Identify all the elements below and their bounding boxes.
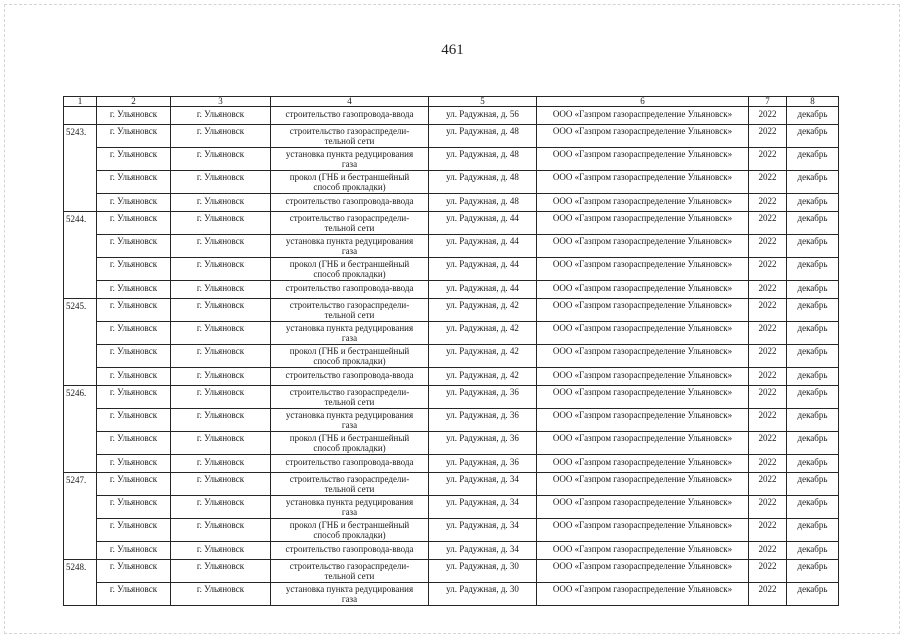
month-cell: декабрь xyxy=(787,473,839,496)
month-cell: декабрь xyxy=(787,194,839,212)
year-cell: 2022 xyxy=(749,107,787,125)
address-cell: ул. Радужная, д. 34 xyxy=(429,542,537,560)
year-cell: 2022 xyxy=(749,125,787,148)
settlement-cell: г. Ульяновск xyxy=(171,281,271,299)
month-cell: декабрь xyxy=(787,496,839,519)
year-cell: 2022 xyxy=(749,583,787,606)
month-cell: декабрь xyxy=(787,299,839,322)
organization-cell: ООО «Газпром газораспределение Ульяновск» xyxy=(537,473,749,496)
organization-cell: ООО «Газпром газораспределение Ульяновск» xyxy=(537,258,749,281)
organization-cell: ООО «Газпром газораспределение Ульяновск» xyxy=(537,542,749,560)
entry-number-cell: 5248. xyxy=(64,560,97,606)
organization-cell: ООО «Газпром газораспределение Ульяновск» xyxy=(537,299,749,322)
table-row xyxy=(64,171,839,194)
month-cell: декабрь xyxy=(787,125,839,148)
year-cell: 2022 xyxy=(749,496,787,519)
year-cell: 2022 xyxy=(749,432,787,455)
work-type-cell: прокол (ГНБ и бестраншейный способ прокладки) xyxy=(271,432,429,455)
table-row xyxy=(64,560,839,583)
year-cell: 2022 xyxy=(749,473,787,496)
year-cell: 2022 xyxy=(749,194,787,212)
locality-cell: г. Ульяновск xyxy=(97,281,171,299)
settlement-cell: г. Ульяновск xyxy=(171,148,271,171)
settlement-cell: г. Ульяновск xyxy=(171,583,271,606)
settlement-cell: г. Ульяновск xyxy=(171,409,271,432)
table-row xyxy=(64,473,839,496)
header-col-7: 7 xyxy=(749,97,787,107)
table-row xyxy=(64,519,839,542)
year-cell: 2022 xyxy=(749,542,787,560)
month-cell: декабрь xyxy=(787,258,839,281)
locality-cell: г. Ульяновск xyxy=(97,125,171,148)
locality-cell: г. Ульяновск xyxy=(97,258,171,281)
table-row xyxy=(64,542,839,560)
year-cell: 2022 xyxy=(749,368,787,386)
locality-cell: г. Ульяновск xyxy=(97,212,171,235)
work-type-cell: прокол (ГНБ и бестраншейный способ прокладки) xyxy=(271,345,429,368)
locality-cell: г. Ульяновск xyxy=(97,583,171,606)
settlement-cell: г. Ульяновск xyxy=(171,235,271,258)
address-cell: ул. Радужная, д. 42 xyxy=(429,345,537,368)
settlement-cell: г. Ульяновск xyxy=(171,432,271,455)
year-cell: 2022 xyxy=(749,171,787,194)
work-type-cell: установка пункта редуцирования газа xyxy=(271,235,429,258)
address-cell: ул. Радужная, д. 56 xyxy=(429,107,537,125)
settlement-cell: г. Ульяновск xyxy=(171,519,271,542)
organization-cell: ООО «Газпром газораспределение Ульяновск» xyxy=(537,409,749,432)
work-type-cell: установка пункта редуцирования газа xyxy=(271,496,429,519)
work-schedule-table xyxy=(63,96,839,606)
month-cell: декабрь xyxy=(787,148,839,171)
locality-cell: г. Ульяновск xyxy=(97,299,171,322)
address-cell: ул. Радужная, д. 36 xyxy=(429,455,537,473)
address-cell: ул. Радужная, д. 34 xyxy=(429,473,537,496)
work-type-cell: строительство газопровода-ввода xyxy=(271,194,429,212)
year-cell: 2022 xyxy=(749,258,787,281)
work-type-cell: строительство газораспредели- тельной сети xyxy=(271,560,429,583)
work-type-cell: прокол (ГНБ и бестраншейный способ прокладки) xyxy=(271,258,429,281)
locality-cell: г. Ульяновск xyxy=(97,107,171,125)
organization-cell: ООО «Газпром газораспределение Ульяновск» xyxy=(537,583,749,606)
address-cell: ул. Радужная, д. 34 xyxy=(429,519,537,542)
settlement-cell: г. Ульяновск xyxy=(171,107,271,125)
locality-cell: г. Ульяновск xyxy=(97,519,171,542)
locality-cell: г. Ульяновск xyxy=(97,542,171,560)
settlement-cell: г. Ульяновск xyxy=(171,212,271,235)
organization-cell: ООО «Газпром газораспределение Ульяновск» xyxy=(537,386,749,409)
table-row xyxy=(64,212,839,235)
year-cell: 2022 xyxy=(749,281,787,299)
month-cell: декабрь xyxy=(787,455,839,473)
organization-cell: ООО «Газпром газораспределение Ульяновск» xyxy=(537,148,749,171)
settlement-cell: г. Ульяновск xyxy=(171,368,271,386)
entry-number-cell: 5247. xyxy=(64,473,97,560)
address-cell: ул. Радужная, д. 48 xyxy=(429,194,537,212)
header-col-5: 5 xyxy=(429,97,537,107)
table-row xyxy=(64,258,839,281)
month-cell: декабрь xyxy=(787,171,839,194)
settlement-cell: г. Ульяновск xyxy=(171,125,271,148)
organization-cell: ООО «Газпром газораспределение Ульяновск» xyxy=(537,171,749,194)
month-cell: декабрь xyxy=(787,542,839,560)
month-cell: декабрь xyxy=(787,409,839,432)
organization-cell: ООО «Газпром газораспределение Ульяновск» xyxy=(537,432,749,455)
table-row xyxy=(64,299,839,322)
organization-cell: ООО «Газпром газораспределение Ульяновск» xyxy=(537,496,749,519)
organization-cell: ООО «Газпром газораспределение Ульяновск» xyxy=(537,368,749,386)
header-row xyxy=(64,97,839,107)
address-cell: ул. Радужная, д. 44 xyxy=(429,281,537,299)
month-cell: декабрь xyxy=(787,322,839,345)
settlement-cell: г. Ульяновск xyxy=(171,455,271,473)
month-cell: декабрь xyxy=(787,107,839,125)
settlement-cell: г. Ульяновск xyxy=(171,299,271,322)
entry-number-cell xyxy=(64,107,97,125)
table-row xyxy=(64,235,839,258)
work-type-cell: строительство газопровода-ввода xyxy=(271,368,429,386)
header-col-2: 2 xyxy=(97,97,171,107)
settlement-cell: г. Ульяновск xyxy=(171,542,271,560)
address-cell: ул. Радужная, д. 36 xyxy=(429,409,537,432)
work-type-cell: строительство газопровода-ввода xyxy=(271,542,429,560)
work-type-cell: прокол (ГНБ и бестраншейный способ прокладки) xyxy=(271,519,429,542)
month-cell: декабрь xyxy=(787,345,839,368)
settlement-cell: г. Ульяновск xyxy=(171,345,271,368)
locality-cell: г. Ульяновск xyxy=(97,473,171,496)
work-type-cell: строительство газораспредели- тельной сети xyxy=(271,125,429,148)
organization-cell: ООО «Газпром газораспределение Ульяновск» xyxy=(537,519,749,542)
organization-cell: ООО «Газпром газораспределение Ульяновск» xyxy=(537,125,749,148)
address-cell: ул. Радужная, д. 30 xyxy=(429,583,537,606)
table-row xyxy=(64,107,839,125)
organization-cell: ООО «Газпром газораспределение Ульяновск» xyxy=(537,194,749,212)
work-type-cell: строительство газопровода-ввода xyxy=(271,281,429,299)
header-col-8: 8 xyxy=(787,97,839,107)
address-cell: ул. Радужная, д. 42 xyxy=(429,322,537,345)
month-cell: декабрь xyxy=(787,235,839,258)
address-cell: ул. Радужная, д. 48 xyxy=(429,171,537,194)
table-row xyxy=(64,345,839,368)
table-body xyxy=(64,107,839,606)
address-cell: ул. Радужная, д. 34 xyxy=(429,496,537,519)
work-type-cell: строительство газораспредели- тельной сети xyxy=(271,212,429,235)
table-row xyxy=(64,194,839,212)
settlement-cell: г. Ульяновск xyxy=(171,322,271,345)
table-row xyxy=(64,409,839,432)
table-row xyxy=(64,496,839,519)
settlement-cell: г. Ульяновск xyxy=(171,194,271,212)
organization-cell: ООО «Газпром газораспределение Ульяновск» xyxy=(537,455,749,473)
locality-cell: г. Ульяновск xyxy=(97,432,171,455)
organization-cell: ООО «Газпром газораспределение Ульяновск» xyxy=(537,107,749,125)
header-col-6: 6 xyxy=(537,97,749,107)
address-cell: ул. Радужная, д. 44 xyxy=(429,235,537,258)
organization-cell: ООО «Газпром газораспределение Ульяновск» xyxy=(537,322,749,345)
table-row xyxy=(64,125,839,148)
table-row xyxy=(64,386,839,409)
work-type-cell: строительство газораспредели- тельной сети xyxy=(271,299,429,322)
locality-cell: г. Ульяновск xyxy=(97,409,171,432)
year-cell: 2022 xyxy=(749,148,787,171)
table-row xyxy=(64,432,839,455)
organization-cell: ООО «Газпром газораспределение Ульяновск» xyxy=(537,212,749,235)
header-col-4: 4 xyxy=(271,97,429,107)
table-row xyxy=(64,322,839,345)
month-cell: декабрь xyxy=(787,212,839,235)
settlement-cell: г. Ульяновск xyxy=(171,258,271,281)
header-col-3: 3 xyxy=(171,97,271,107)
settlement-cell: г. Ульяновск xyxy=(171,560,271,583)
month-cell: декабрь xyxy=(787,560,839,583)
year-cell: 2022 xyxy=(749,519,787,542)
year-cell: 2022 xyxy=(749,322,787,345)
month-cell: декабрь xyxy=(787,519,839,542)
settlement-cell: г. Ульяновск xyxy=(171,496,271,519)
year-cell: 2022 xyxy=(749,386,787,409)
month-cell: декабрь xyxy=(787,368,839,386)
address-cell: ул. Радужная, д. 48 xyxy=(429,148,537,171)
work-type-cell: строительство газопровода-ввода xyxy=(271,455,429,473)
locality-cell: г. Ульяновск xyxy=(97,322,171,345)
locality-cell: г. Ульяновск xyxy=(97,455,171,473)
address-cell: ул. Радужная, д. 44 xyxy=(429,258,537,281)
work-type-cell: установка пункта редуцирования газа xyxy=(271,322,429,345)
header-col-1: 1 xyxy=(64,97,97,107)
organization-cell: ООО «Газпром газораспределение Ульяновск» xyxy=(537,281,749,299)
settlement-cell: г. Ульяновск xyxy=(171,386,271,409)
page-number: 461 xyxy=(441,42,464,58)
year-cell: 2022 xyxy=(749,212,787,235)
locality-cell: г. Ульяновск xyxy=(97,560,171,583)
work-type-cell: прокол (ГНБ и бестраншейный способ прокладки) xyxy=(271,171,429,194)
year-cell: 2022 xyxy=(749,409,787,432)
locality-cell: г. Ульяновск xyxy=(97,148,171,171)
month-cell: декабрь xyxy=(787,583,839,606)
month-cell: декабрь xyxy=(787,432,839,455)
address-cell: ул. Радужная, д. 48 xyxy=(429,125,537,148)
work-type-cell: строительство газопровода-ввода xyxy=(271,107,429,125)
year-cell: 2022 xyxy=(749,299,787,322)
address-cell: ул. Радужная, д. 30 xyxy=(429,560,537,583)
settlement-cell: г. Ульяновск xyxy=(171,171,271,194)
year-cell: 2022 xyxy=(749,235,787,258)
organization-cell: ООО «Газпром газораспределение Ульяновск» xyxy=(537,560,749,583)
locality-cell: г. Ульяновск xyxy=(97,171,171,194)
address-cell: ул. Радужная, д. 42 xyxy=(429,368,537,386)
locality-cell: г. Ульяновск xyxy=(97,235,171,258)
locality-cell: г. Ульяновск xyxy=(97,194,171,212)
settlement-cell: г. Ульяновск xyxy=(171,473,271,496)
locality-cell: г. Ульяновск xyxy=(97,368,171,386)
address-cell: ул. Радужная, д. 44 xyxy=(429,212,537,235)
entry-number-cell: 5245. xyxy=(64,299,97,386)
locality-cell: г. Ульяновск xyxy=(97,345,171,368)
address-cell: ул. Радужная, д. 36 xyxy=(429,386,537,409)
work-type-cell: установка пункта редуцирования газа xyxy=(271,409,429,432)
work-type-cell: строительство газораспредели- тельной сети xyxy=(271,386,429,409)
table-row xyxy=(64,583,839,606)
table-row xyxy=(64,148,839,171)
month-cell: декабрь xyxy=(787,386,839,409)
entry-number-cell: 5244. xyxy=(64,212,97,299)
locality-cell: г. Ульяновск xyxy=(97,496,171,519)
organization-cell: ООО «Газпром газораспределение Ульяновск» xyxy=(537,345,749,368)
address-cell: ул. Радужная, д. 42 xyxy=(429,299,537,322)
year-cell: 2022 xyxy=(749,455,787,473)
entry-number-cell: 5246. xyxy=(64,386,97,473)
work-type-cell: установка пункта редуцирования газа xyxy=(271,148,429,171)
year-cell: 2022 xyxy=(749,560,787,583)
organization-cell: ООО «Газпром газораспределение Ульяновск» xyxy=(537,235,749,258)
entry-number-cell: 5243. xyxy=(64,125,97,212)
table-row xyxy=(64,455,839,473)
table-row xyxy=(64,281,839,299)
locality-cell: г. Ульяновск xyxy=(97,386,171,409)
work-type-cell: строительство газораспредели- тельной сети xyxy=(271,473,429,496)
table-row xyxy=(64,368,839,386)
work-type-cell: установка пункта редуцирования газа xyxy=(271,583,429,606)
year-cell: 2022 xyxy=(749,345,787,368)
address-cell: ул. Радужная, д. 36 xyxy=(429,432,537,455)
month-cell: декабрь xyxy=(787,281,839,299)
